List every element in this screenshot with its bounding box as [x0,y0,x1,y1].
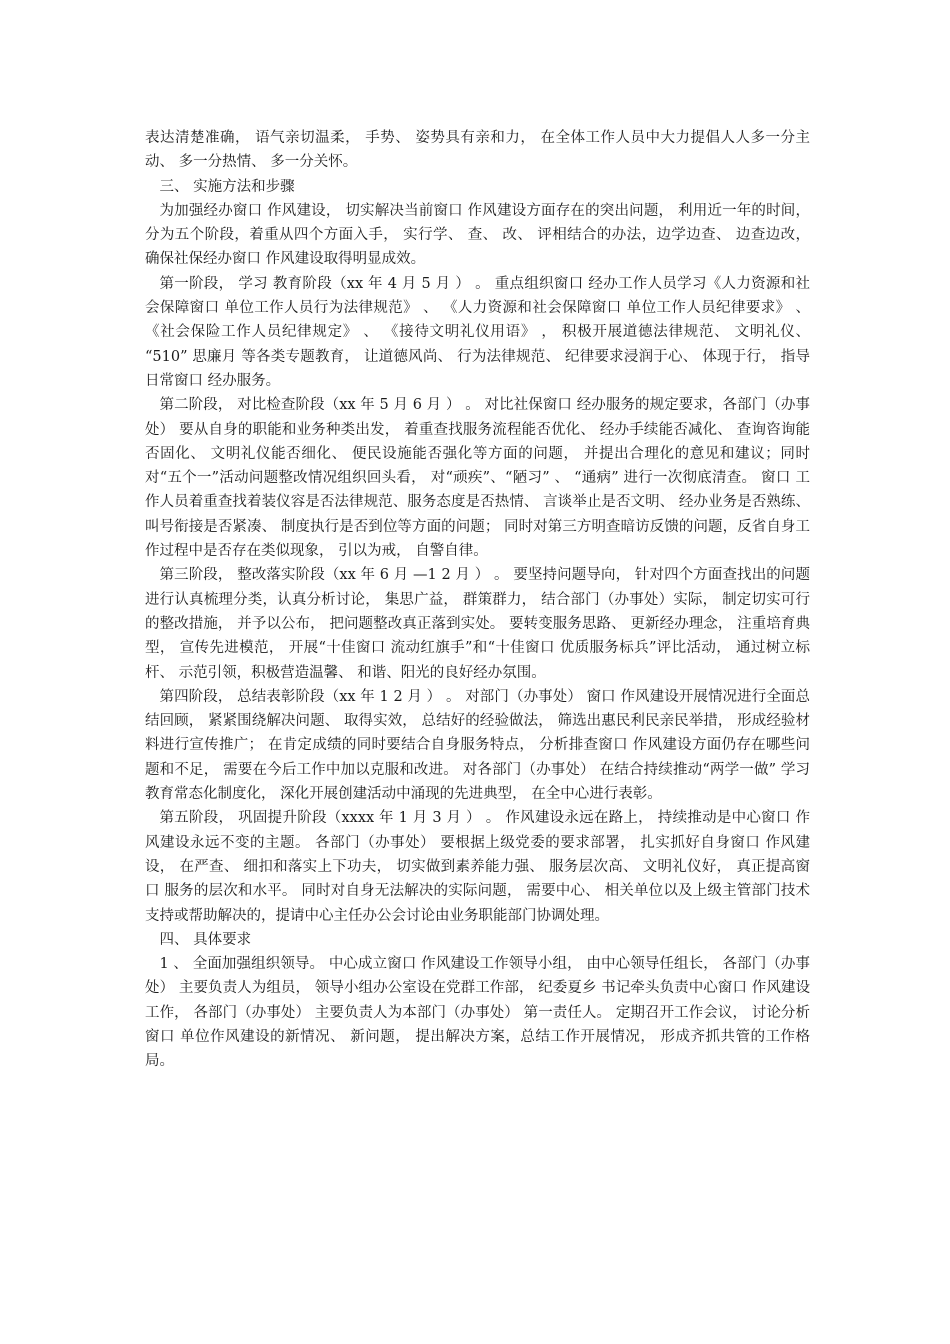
paragraph-stage-1: 第一阶段， 学习 教育阶段（xx 年 4 月 5 月 ） 。 重点组织窗口 经办工作人员学习《人力资源和社会保障窗口 单位工作人员行为法律规范》 、 《人力资源和社会保障窗口 单位工作人员纪律要求》 、 《社会保险工作人员纪律规定》 、 《接待文明礼仪用语》 ， 积极开展道德法律规范、 文明礼仪、 “510” 思廉月 等各类专题教育， 让道德风尚、 行为法律规范、 纪律要求浸润于心、 体现于行， 指导日常窗口 经办服务。 [145,275,810,389]
document-page [145,126,810,1074]
paragraph-stage-4: 第四阶段， 总结表彰阶段（xx 年 1 2 月 ） 。 对部门（办事处） 窗口 作风建设开展情况进行全面总结回顾， 紧紧围绕解决问题、 取得实效， 总结好的经验做法， 筛选出惠民利民亲民举措， 形成经验材料进行宣传推广； 在肯定成绩的同时要结合自身服务特点， 分析排查窗口 作风建设方面仍存在哪些问题和不足， 需要在今后工作中加以克服和改进。 对各部门（办事处） 在结合持续推动“两学一做” 学习教育常态化制度化， 深化开展创建活动中涌现的先进典型， 在全中心进行表彰。 [145,688,810,803]
paragraph-stage-5: 第五阶段， 巩固提升阶段（xxxx 年 1 月 3 月 ） 。 作风建设永远在路上， 持续推动是中心窗口 作风建设永远不变的主题。 各部门（办事处） 要根据上级党委的要求部署， 扎实抓好自身窗口 作风建设， 在严查、 细扣和落实上下功夫， 切实做到素养能力强、 服务层次高、 文明礼仪好， 真正提高窗口 服务的层次和水平。 同时对自身无法解决的实际问题， 需要中心、 相关单位以及上级主管部门技术支持或帮助解决的，提请中心主任办公会讨论由业务职能部门协调处理。 [145,810,810,924]
paragraph-stage-3: 第三阶段， 整改落实阶段（xx 年 6 月 —1 2 月 ） 。 要坚持问题导向， 针对四个方面查找出的问题进行认真梳理分类，认真分析讨论， 集思广益， 群策群力， 结合部门（办事处）实际， 制定切实可行的整改措施， 并予以公布， 把问题整改真正落到实处。 要转变服务思路、 更新经办理念， 注重培育典型， 宣传先进模范， 开展“十佳窗口 流动红旗手”和“十佳窗口 优质服务标兵”评比活动， 通过树立标杆、 示范引领，积极营造温馨、 和谐、阳光的良好经办氛围。 [145,567,810,681]
paragraph-continuation: 表达清楚准确， 语气亲切温柔， 手势、 姿势具有亲和力， 在全体工作人员中大力提倡人人多一分主动、 多一分热情、 多一分关怀。 [145,130,810,171]
paragraph-requirement-1: 1 、 全面加强组织领导。 中心成立窗口 作风建设工作领导小组， 由中心领导任组长， 各部门（办事处） 主要负责人为组员， 领导小组办公室设在党群工作部， 纪委夏乡 书记牵头负责中心窗口 作风建设工作， 各部门（办事处） 主要负责人为本部门（办事处） 第一责任人。 定期召开工作会议， 讨论分析窗口 单位作风建设的新情况、 新问题， 提出解决方案，总结工作开展情况， 形成齐抓共管的工作格局。 [145,956,810,1070]
paragraph-intro: 为加强经办窗口 作风建设， 切实解决当前窗口 作风建设方面存在的突出问题， 利用近一年的时间， 分为五个阶段，着重从四个方面入手， 实行学、 查、 改、 评相结合的办法，边学边查、 边查边改， 确保社保经办窗口 作风建设取得明显成效。 [145,202,810,268]
paragraph-stage-2: 第二阶段， 对比检查阶段（xx 年 5 月 6 月 ） 。 对比社保窗口 经办服务的规定要求，各部门（办事处） 要从自身的职能和业务种类出发， 着重查找服务流程能否优化、 经办手续能否减化、 查询咨询能否固化、 文明礼仪能否细化、 便民设施能否强化等方面的问题， 并提出合理化的意见和建议；同时对“五个一”活动问题整改情况组织回头看， 对“顽疾”、“陋习” 、 “通病” 进行一次彻底清查。 窗口 工作人员着重查找着装仪容是否法律规范、服务态度是否热情、 言谈举止是否文明、 经办业务是否熟练、 叫号衔接是否紧凑、 制度执行是否到位等方面的问题； 同时对第三方明查暗访反馈的问题，反省自身工作过程中是否存在类似现象， 引以为戒， 自警自律。 [145,397,810,560]
section-heading-4: 四、 具体要求 [159,931,252,948]
section-heading-3: 三、 实施方法和步骤 [159,178,295,195]
